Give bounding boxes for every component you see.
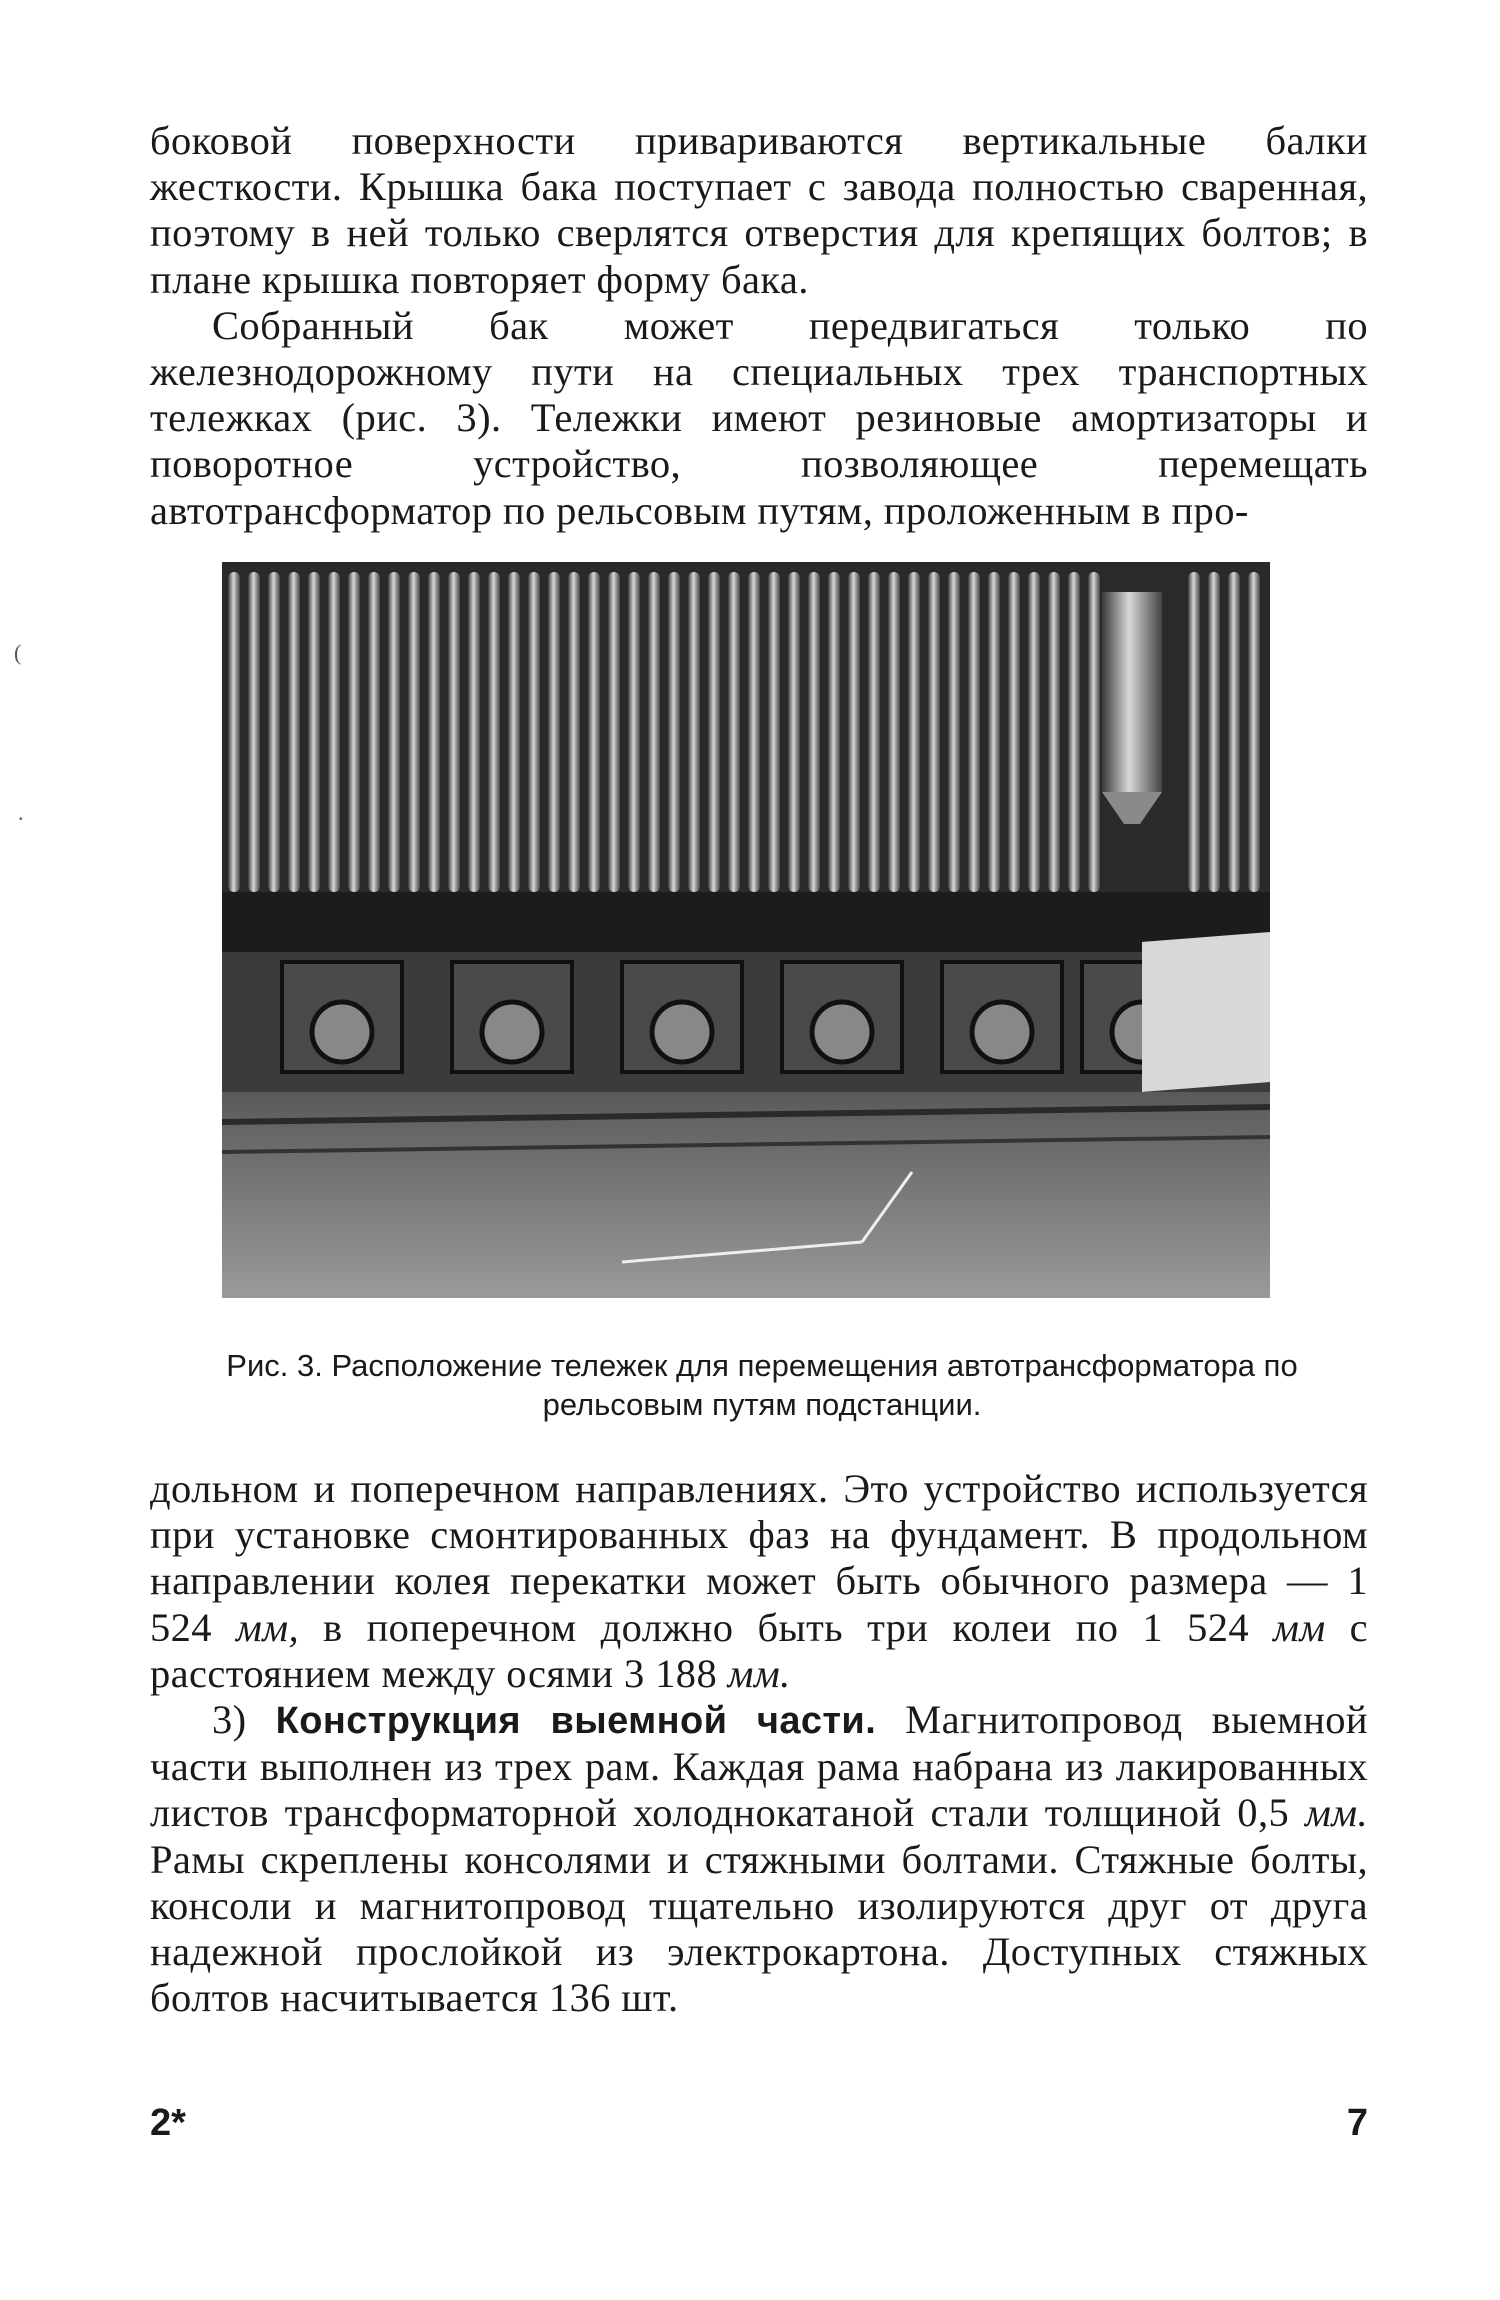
page-number: 7 — [1346, 2102, 1368, 2144]
text-run: Рамы скреплены консолями и стяжными болтами. Стяжные болты, консоли и магнитопровод тщательно изолируются друг от друга надежной прослойкой из электрокартона. Доступных стяжных болтов насчитывается 136 шт. — [150, 1836, 1368, 2021]
transformer-photo — [222, 562, 1270, 1298]
unit: мм — [1273, 1604, 1326, 1650]
text-run: в поперечном должно быть три колеи по 1 524 — [299, 1604, 1274, 1650]
paragraph: боковой поверхности привариваются вертикальные балки жесткости. Крышка бака поступает с завода полностью сваренная, поэтому в ней только сверлятся отверстия для крепящих болтов; в плане крышка повторяет форму бака. — [150, 118, 1368, 302]
section-number: 3) — [212, 1697, 276, 1743]
unit: мм. — [727, 1650, 791, 1696]
bottom-text-block — [150, 1466, 1368, 2021]
section-title: Конструкция выемной части. — [275, 1700, 877, 1743]
text-run: с расстоянием между осями 3 188 — [150, 1604, 1368, 1696]
paragraph — [150, 1466, 1368, 1697]
page-footer — [150, 2102, 1368, 2152]
margin-mark: . — [18, 800, 24, 825]
figure-photo — [222, 562, 1270, 1298]
section-3-paragraph — [150, 1697, 1368, 2021]
signature-mark: 2* — [150, 2102, 186, 2144]
figure-caption: Рис. 3. Расположение тележек для перемещения автотрансформатора по рельсовым путям подстанции. — [226, 1348, 1298, 1422]
text-run: дольном и поперечном направлениях. Это устройство используется при установке смонтированных фаз на фундамент. В продольном направлении колея перекатки может быть обычного размера — 1 524 — [150, 1466, 1368, 1650]
unit: мм, — [235, 1604, 300, 1650]
top-text-block — [150, 118, 1368, 534]
margin-mark: ( — [14, 640, 22, 665]
unit: мм. — [1304, 1790, 1368, 1836]
text-run: Магнитопровод выемной части выполнен из трех рам. Каждая рама набрана из лакированных листов трансформаторной холоднокатаной стали толщиной 0,5 — [150, 1697, 1368, 1836]
paragraph: Собранный бак может передвигаться только по железнодорожному пути на специальных трех транспортных тележках (рис. 3). Тележки имеют резиновые амортизаторы и поворотное устройство, позволяющее перемещать автотрансформатор по рельсовым путям, проложенным в про- — [150, 302, 1368, 533]
